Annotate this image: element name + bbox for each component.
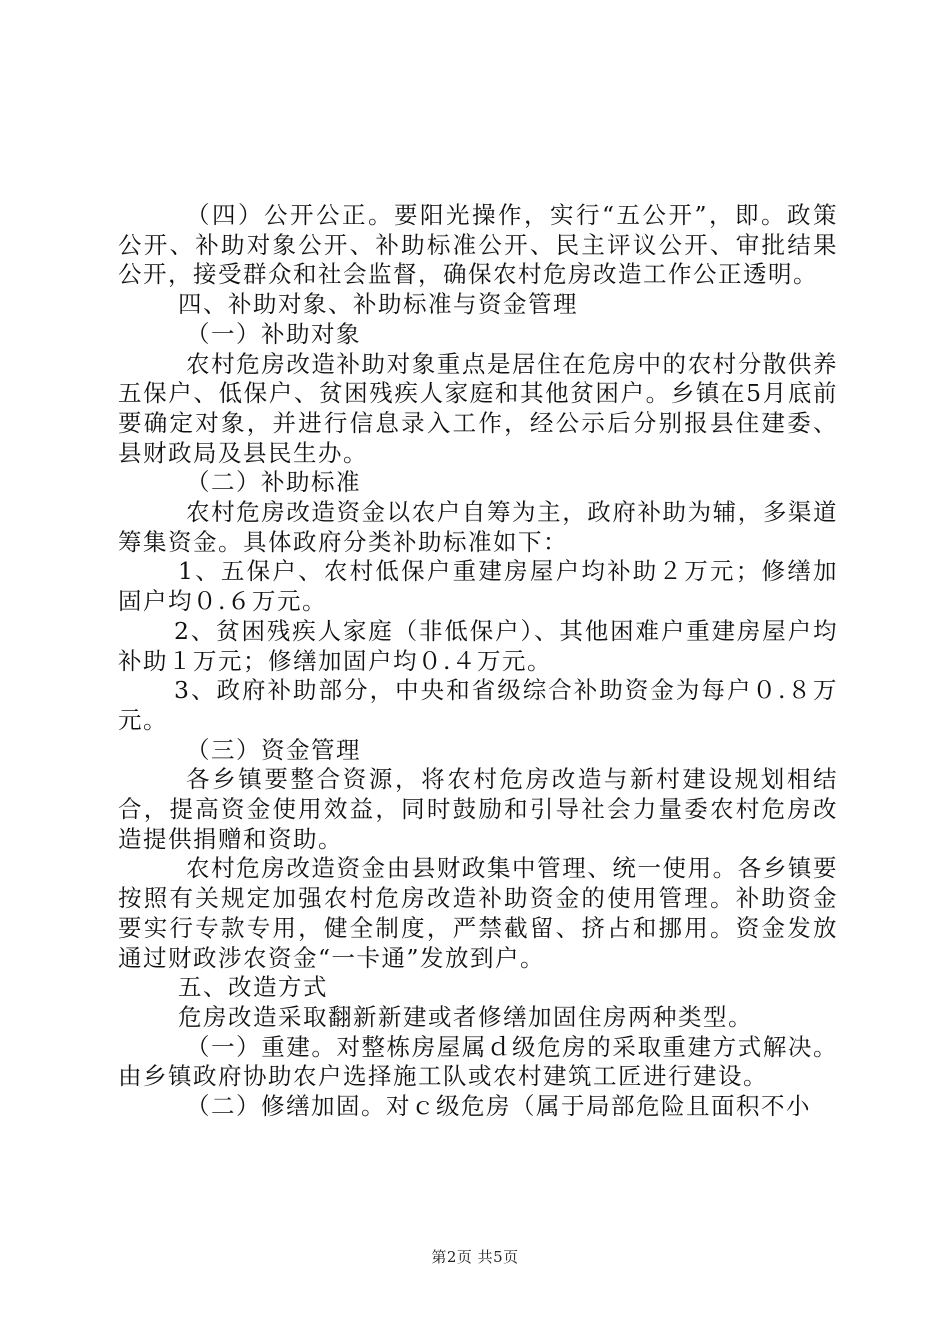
paragraph-fund-control: 农村危房改造资金由县财政集中管理、统一使用。各乡镇要按照有关规定加强农村危房改造补助资金的使用管理。补助资金要实行专款专用，健全制度，严禁截留、挤占和挪用。资金发放通过财政涉农资金“一卡通”发放到户。 xyxy=(118,854,838,972)
paragraph-subsidy-standards: 农村危房改造资金以农户自筹为主，政府补助为辅，多渠道筹集资金。具体政府分类补助标准如下： xyxy=(118,498,838,556)
paragraph-public-fairness: （四）公开公正。要阳光操作，实行“五公开”，即。政策公开、补助对象公开、补助标准公开、民主评议公开、审批结果公开，接受群众和社会监督，确保农村危房改造工作公正透明。 xyxy=(118,201,838,289)
subheading-subsidy-standards: （二）补助标准 xyxy=(186,468,361,497)
list-item-standard-2: 2、贫困残疾人家庭（非低保户）、其他困难户重建房屋户均补助１万元；修缮加固户均０.４万元。 xyxy=(118,616,838,675)
paragraph-repair-reinforcement: （二）修缮加固。对ｃ级危房（属于局部危险且面积不小 xyxy=(186,1092,811,1121)
page-number-footer: 第2页 共5页 xyxy=(431,1248,519,1266)
list-item-standard-3: 3、政府补助部分，中央和省级综合补助资金为每户０.８万元。 xyxy=(118,676,838,734)
subheading-fund-management: （三）资金管理 xyxy=(186,735,361,764)
paragraph-reconstruction: （一）重建。对整栋房屋属ｄ级危房的采取重建方式解决。由乡镇政府协助农户选择施工队或农村建筑工匠进行建设。 xyxy=(118,1032,838,1091)
list-item-standard-1: 1、五保户、农村低保户重建房屋户均补助２万元；修缮加固户均０.６万元。 xyxy=(118,557,838,616)
paragraph-subsidy-targets: 农村危房改造补助对象重点是居住在危房中的农村分散供养五保户、低保户、贫困残疾人家庭和其他贫困户。乡镇在5月底前要确定对象，并进行信息录入工作，经公示后分别报县住建委、县财政局及县民生办。 xyxy=(118,349,838,467)
section-heading-renovation-method: 五、改造方式 xyxy=(178,973,328,1002)
subheading-subsidy-targets: （一）补助对象 xyxy=(186,319,361,348)
section-heading-subsidy: 四、补助对象、补助标准与资金管理 xyxy=(178,290,578,319)
document-body xyxy=(118,201,838,1122)
paragraph-fund-integration: 各乡镇要整合资源，将农村危房改造与新村建设规划相结合，提高资金使用效益，同时鼓励和引导社会力量委农村危房改造提供捐赠和资助。 xyxy=(118,765,838,853)
paragraph-renovation-types: 危房改造采取翻新新建或者修缮加固住房两种类型。 xyxy=(178,1002,753,1031)
